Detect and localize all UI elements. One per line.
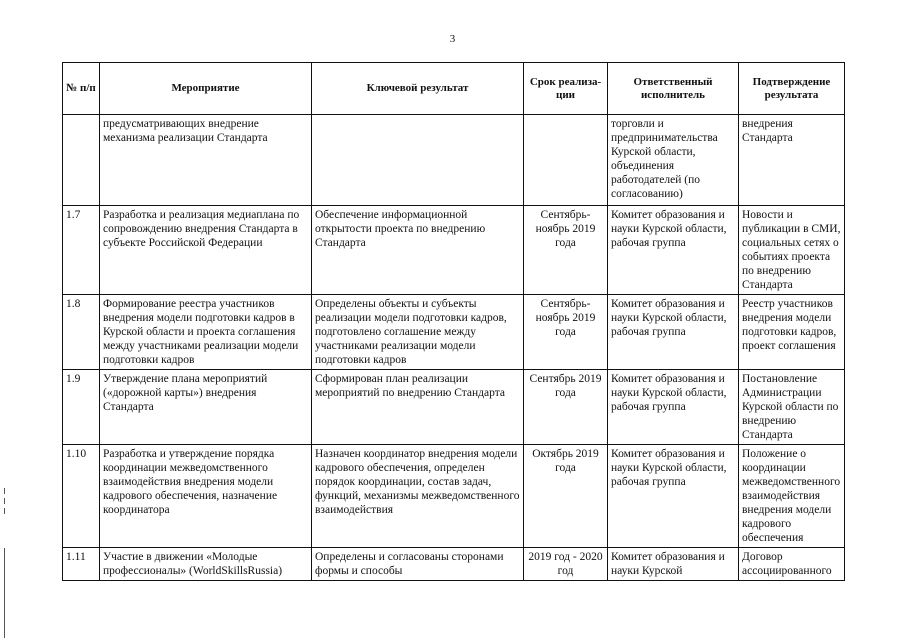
cell-term: 2019 год - 2020 год: [524, 548, 608, 581]
table-row: [63, 115, 845, 206]
header-result: Ключевой результат: [312, 63, 524, 115]
table-row: [63, 370, 845, 445]
binding-marks: [4, 488, 7, 638]
header-num: № п/п: [63, 63, 100, 115]
cell-term: Сентябрь 2019 года: [524, 370, 608, 445]
header-event: Мероприятие: [100, 63, 312, 115]
binding-mark: [4, 548, 5, 638]
binding-mark: [4, 498, 5, 504]
binding-mark: [4, 508, 5, 514]
cell-term: Октябрь 2019 года: [524, 445, 608, 548]
cell-result: Определены объекты и субъекты реализации модели подготовки кадров, подготовлено соглашение между участниками реализации модели подготовки кадров: [312, 295, 524, 370]
table-row: [63, 445, 845, 548]
cell-executor: Комитет образования и науки Курской области, рабочая группа: [608, 445, 739, 548]
header-confirmation: Подтверждение результата: [739, 63, 845, 115]
cell-result: [312, 115, 524, 206]
table-row: [63, 206, 845, 295]
table-header-row: [63, 63, 845, 115]
cell-num: 1.8: [63, 295, 100, 370]
cell-confirmation: Положение о координации межведомственного взаимодействия внедрения модели кадрового обеспечения: [739, 445, 845, 548]
cell-result: Назначен координатор внедрения модели кадрового обеспечения, определен порядок координации, состав задач, функций, механизмы межведомственного взаимодействия: [312, 445, 524, 548]
cell-event: Разработка и реализация медиаплана по сопровождению внедрения Стандарта в субъекте Российской Федерации: [100, 206, 312, 295]
cell-event: Участие в движении «Молодые профессионалы» (WorldSkillsRussia): [100, 548, 312, 581]
cell-confirmation: внедрения Стандарта: [739, 115, 845, 206]
binding-mark: [4, 488, 5, 494]
cell-result: Обеспечение информационной открытости проекта по внедрению Стандарта: [312, 206, 524, 295]
cell-num: [63, 115, 100, 206]
cell-executor: Комитет образования и науки Курской области, рабочая группа: [608, 206, 739, 295]
cell-executor: Комитет образования и науки Курской области, рабочая группа: [608, 295, 739, 370]
cell-confirmation: Реестр участников внедрения модели подготовки кадров, проект соглашения: [739, 295, 845, 370]
cell-event: Формирование реестра участников внедрения модели подготовки кадров в Курской области и проекта соглашения между участниками реализации модели подготовки кадров: [100, 295, 312, 370]
cell-executor: Комитет образования и науки Курской области, рабочая группа: [608, 370, 739, 445]
table-row: [63, 295, 845, 370]
cell-num: 1.7: [63, 206, 100, 295]
cell-result: Определены и согласованы сторонами формы и способы: [312, 548, 524, 581]
cell-num: 1.9: [63, 370, 100, 445]
cell-confirmation: Постановление Администрации Курской области по внедрению Стандарта: [739, 370, 845, 445]
cell-term: Сентябрь-ноябрь 2019 года: [524, 206, 608, 295]
cell-executor: Комитет образования и науки Курской: [608, 548, 739, 581]
cell-confirmation: Договор ассоциированного: [739, 548, 845, 581]
cell-event: Утверждение плана мероприятий («дорожной карты») внедрения Стандарта: [100, 370, 312, 445]
cell-num: 1.11: [63, 548, 100, 581]
cell-event: предусматривающих внедрение механизма реализации Стандарта: [100, 115, 312, 206]
cell-term: Сентябрь-ноябрь 2019 года: [524, 295, 608, 370]
header-executor: Ответственный исполнитель: [608, 63, 739, 115]
cell-num: 1.10: [63, 445, 100, 548]
table-row: [63, 548, 845, 581]
page-number: 3: [449, 33, 456, 45]
header-term: Срок реализа-ции: [524, 63, 608, 115]
cell-term: [524, 115, 608, 206]
cell-executor: торговли и предпринимательства Курской области, объединения работодателей (по согласованию): [608, 115, 739, 206]
cell-result: Сформирован план реализации мероприятий по внедрению Стандарта: [312, 370, 524, 445]
events-table: [62, 62, 845, 581]
cell-confirmation: Новости и публикации в СМИ, социальных сетях о событиях проекта по внедрению Стандарта: [739, 206, 845, 295]
cell-event: Разработка и утверждение порядка координации межведомственного взаимодействия внедрения модели кадрового обеспечения, назначение координатора: [100, 445, 312, 548]
